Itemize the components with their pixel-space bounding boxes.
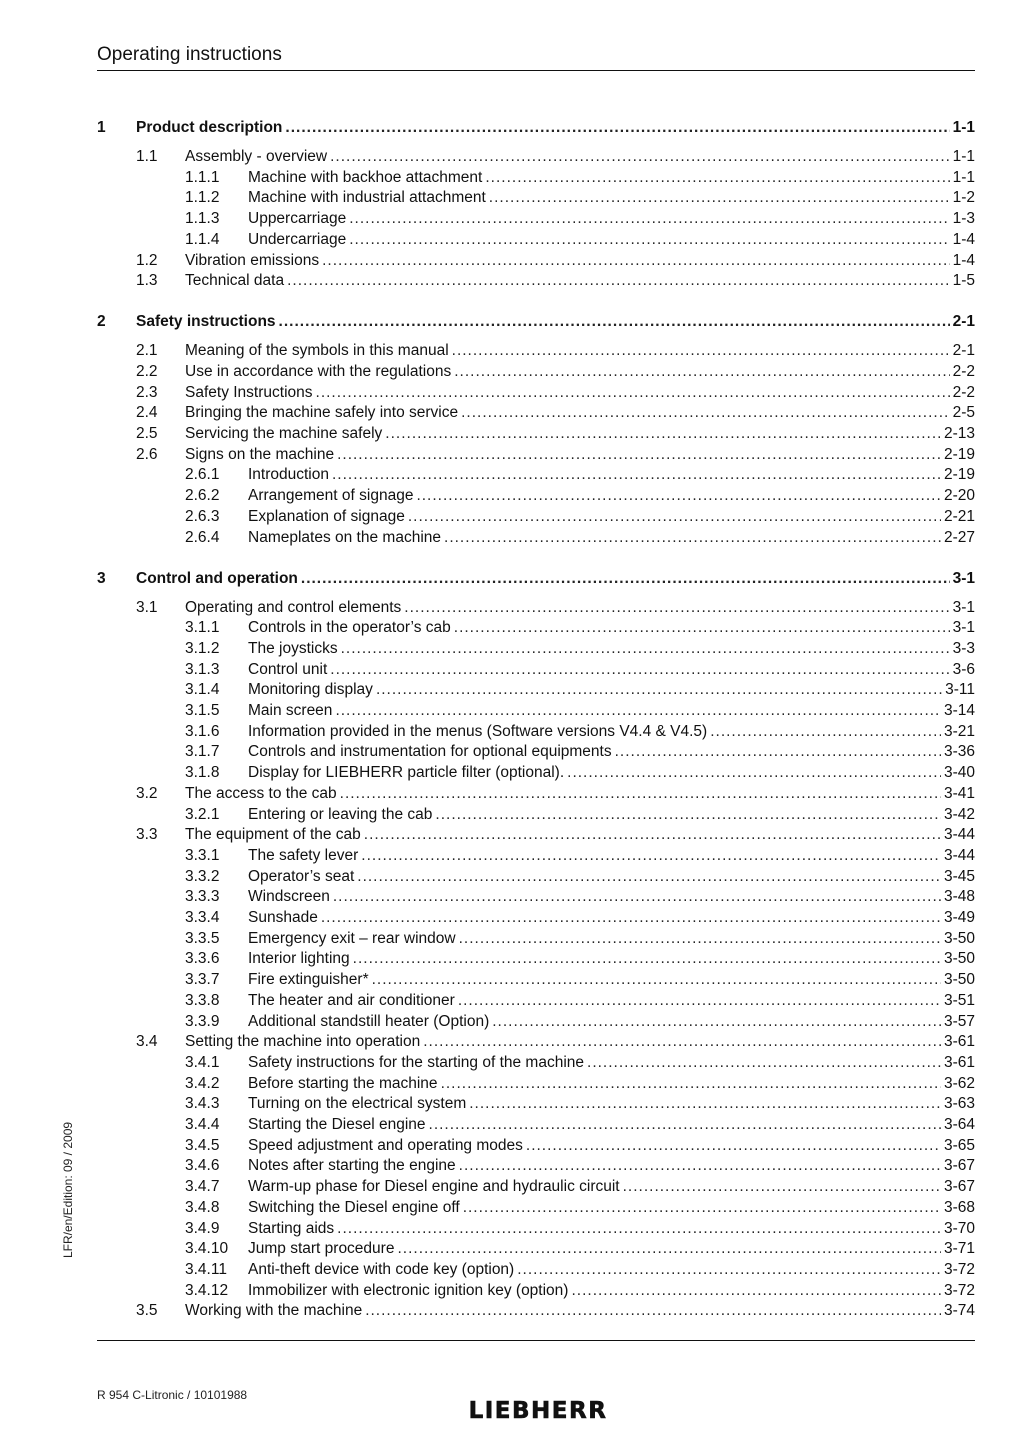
toc-dot-leader — [340, 784, 941, 804]
toc-section-title: Information provided in the menus (Software versions V4.4 & V4.5) — [248, 722, 708, 740]
toc-entry-row[interactable] — [0, 908, 1024, 928]
toc-section-number: 1.1 — [136, 148, 158, 165]
toc-dot-leader — [316, 383, 950, 403]
toc-section-title: Bringing the machine safely into service — [185, 404, 459, 422]
toc-section-number: 2.5 — [136, 425, 158, 442]
toc-section-number: 2.3 — [136, 383, 158, 401]
toc-entry-row[interactable] — [0, 887, 1024, 907]
toc-entry-row[interactable] — [0, 825, 1024, 845]
toc-entry-row[interactable] — [0, 1053, 1024, 1073]
toc-dot-leader — [337, 445, 941, 465]
toc-section-title: Speed adjustment and operating modes — [248, 1136, 523, 1154]
toc-dot-leader — [341, 639, 950, 659]
toc-section-number: 3.1.4 — [185, 681, 220, 699]
toc-section-number: 2.6.3 — [185, 507, 220, 525]
toc-entry-row[interactable] — [0, 970, 1024, 990]
toc-section-title: Starting aids — [248, 1219, 335, 1237]
toc-section-number: 3.3.9 — [185, 1012, 220, 1030]
toc-page-number: 2-1 — [952, 313, 975, 331]
toc-entry-row[interactable] — [0, 209, 1024, 229]
toc-page-number: 3-57 — [943, 1012, 975, 1030]
toc-dot-leader — [385, 424, 941, 444]
toc-entry-row[interactable] — [0, 1012, 1024, 1032]
svg-text:LIEBHERR: LIEBHERR — [468, 1398, 608, 1422]
toc-section-number: 3.4 — [136, 1033, 158, 1051]
toc-page-number: 3-21 — [943, 722, 975, 740]
toc-page-number: 3-49 — [943, 909, 975, 926]
toc-section-title: Setting the machine into operation — [185, 1033, 421, 1051]
toc-entry-row[interactable] — [0, 1094, 1024, 1114]
toc-page-number: 3-71 — [943, 1240, 975, 1258]
toc-entry-row[interactable] — [0, 147, 1024, 167]
toc-dot-leader — [517, 1260, 941, 1280]
toc-entry-row[interactable] — [0, 722, 1024, 742]
toc-section-title: Additional standstill heater (Option) — [248, 1012, 490, 1030]
toc-section-title: The safety lever — [248, 846, 359, 864]
toc-page-number: 3-72 — [943, 1281, 975, 1299]
toc-section-number: 3.4.5 — [185, 1136, 220, 1154]
toc-entry-row[interactable] — [0, 188, 1024, 208]
toc-section-number: 3.1.2 — [185, 639, 220, 657]
toc-entry-row[interactable] — [0, 1115, 1024, 1135]
toc-section-title: Vibration emissions — [185, 251, 320, 269]
toc-section-title: Emergency exit – rear window — [248, 929, 456, 947]
footer-divider — [97, 1340, 975, 1341]
toc-page-number: 3-1 — [952, 569, 975, 587]
toc-page-number: 2-5 — [952, 404, 975, 422]
toc-section-title: Monitoring display — [248, 681, 373, 699]
toc-entry-row[interactable] — [0, 867, 1024, 887]
toc-entry-row[interactable] — [0, 805, 1024, 825]
toc-section-number: 3.4.9 — [185, 1219, 220, 1237]
toc-section-number: 2.1 — [136, 342, 158, 360]
toc-entry-row[interactable] — [0, 1219, 1024, 1239]
toc-entry-row[interactable] — [0, 742, 1024, 762]
toc-page-number: 3-51 — [943, 991, 975, 1009]
toc-section-number: 3.4.11 — [185, 1260, 227, 1278]
toc-page-number: 3-41 — [943, 784, 975, 802]
toc-section-number: 1 — [97, 119, 106, 136]
document-id: R 954 C-Litronic / 10101988 — [97, 1388, 248, 1402]
toc-section-title: The joysticks — [248, 639, 338, 657]
toc-page-number: 2-13 — [943, 425, 975, 442]
toc-section-title: Assembly - overview — [185, 148, 328, 165]
toc-section-title: Arrangement of signage — [248, 487, 414, 505]
toc-dot-leader — [458, 991, 941, 1011]
toc-dot-leader — [463, 1198, 941, 1218]
toc-section-title: Warm-up phase for Diesel engine and hydraulic circuit — [248, 1178, 620, 1196]
toc-dot-leader — [571, 1281, 941, 1301]
toc-page-number: 3-45 — [943, 867, 975, 885]
toc-page-number: 2-19 — [943, 445, 975, 463]
toc-dot-leader — [364, 825, 941, 845]
toc-section-number: 2.4 — [136, 404, 158, 422]
toc-section-number: 1.1.3 — [185, 210, 220, 228]
toc-section-title: Safety instructions — [136, 313, 276, 331]
toc-dot-leader — [469, 1094, 941, 1114]
toc-entry-row[interactable] — [0, 1260, 1024, 1280]
toc-section-title: The heater and air conditioner — [248, 991, 455, 1009]
toc-section-number: 3.3.7 — [185, 971, 220, 989]
toc-page-number: 2-1 — [952, 342, 975, 360]
toc-section-number: 2 — [97, 313, 106, 331]
toc-entry-row[interactable] — [0, 763, 1024, 783]
toc-page-number: 3-62 — [943, 1074, 975, 1092]
toc-page-number: 3-14 — [943, 702, 975, 719]
toc-section-title: Signs on the machine — [185, 445, 335, 463]
toc-entry-row[interactable] — [0, 1032, 1024, 1052]
toc-page-number: 2-27 — [943, 528, 975, 546]
toc-page-number: 3-61 — [943, 1053, 975, 1071]
toc-page-number: 3-50 — [943, 929, 975, 947]
toc-section-number: 3.4.8 — [185, 1198, 220, 1216]
toc-section-number: 3.4.1 — [185, 1053, 220, 1071]
toc-section-title: Sunshade — [248, 909, 318, 926]
toc-page-number: 3-3 — [952, 639, 975, 657]
toc-section-title: Control unit — [248, 660, 328, 678]
toc-page-number: 3-50 — [943, 971, 975, 989]
toc-section-title: Operator’s seat — [248, 867, 355, 885]
toc-entry-row[interactable] — [0, 660, 1024, 680]
toc-section-title: Fire extinguisher* — [248, 971, 369, 989]
toc-page-number: 3-67 — [943, 1178, 975, 1196]
toc-dot-leader — [353, 949, 941, 969]
toc-section-title: Servicing the machine safely — [185, 425, 383, 442]
toc-page-number: 2-2 — [952, 383, 975, 401]
toc-section-number: 3.4.6 — [185, 1157, 220, 1175]
toc-dot-leader — [526, 1136, 941, 1156]
toc-entry-row[interactable] — [0, 1239, 1024, 1259]
toc-section-number: 3.4.4 — [185, 1116, 220, 1133]
toc-dot-leader — [444, 528, 941, 548]
toc-entry-row[interactable] — [0, 929, 1024, 949]
toc-page-number: 3-36 — [943, 743, 975, 761]
toc-section-number: 3.4.12 — [185, 1281, 229, 1299]
toc-entry-row[interactable] — [0, 251, 1024, 271]
toc-dot-leader — [710, 722, 941, 742]
toc-entry-row[interactable] — [0, 528, 1024, 548]
toc-entry-row[interactable] — [0, 362, 1024, 382]
toc-dot-leader — [492, 1012, 941, 1032]
toc-entry-row[interactable] — [0, 846, 1024, 866]
toc-section-title: Control and operation — [136, 569, 298, 587]
toc-section-title: Notes after starting the engine — [248, 1157, 456, 1175]
toc-entry-row[interactable] — [0, 230, 1024, 250]
toc-section-number: 3.1 — [136, 598, 158, 616]
toc-page-number: 3-70 — [943, 1219, 975, 1237]
toc-page-number: 1-2 — [952, 189, 975, 207]
toc-page-number: 3-64 — [943, 1116, 975, 1133]
toc-section-number: 2.6.1 — [185, 466, 220, 484]
toc-section-number: 3.5 — [136, 1302, 158, 1320]
toc-section-title: The access to the cab — [185, 784, 337, 802]
toc-dot-leader — [416, 486, 941, 506]
toc-section-title: Main screen — [248, 702, 333, 719]
toc-section-title: Explanation of signage — [248, 507, 405, 525]
toc-section-number: 3.3.5 — [185, 929, 220, 947]
toc-section-number: 3.3.6 — [185, 950, 220, 968]
toc-page-number: 2-20 — [943, 487, 975, 505]
toc-section-title: Interior lighting — [248, 950, 350, 968]
toc-dot-leader — [623, 1177, 941, 1197]
toc-page-number: 3-42 — [943, 805, 975, 823]
toc-chapter-row[interactable] — [0, 118, 1024, 138]
toc-section-number: 2.6.2 — [185, 487, 220, 505]
toc-section-number: 3.1.1 — [185, 619, 220, 637]
toc-dot-leader — [587, 1053, 941, 1073]
toc-section-title: Uppercarriage — [248, 210, 347, 228]
toc-dot-leader — [330, 147, 949, 167]
toc-page-number: 3-65 — [943, 1136, 975, 1154]
toc-dot-leader — [357, 867, 941, 887]
toc-section-title: Anti-theft device with code key (option) — [248, 1260, 515, 1278]
toc-section-title: Switching the Diesel engine off — [248, 1198, 460, 1216]
toc-section-number: 3.4.2 — [185, 1074, 220, 1092]
toc-page-number: 3-61 — [943, 1033, 975, 1051]
toc-entry-row[interactable] — [0, 1136, 1024, 1156]
toc-dot-leader — [435, 805, 941, 825]
toc-section-number: 3.1.7 — [185, 743, 220, 761]
toc-entry-row[interactable] — [0, 271, 1024, 291]
toc-section-title: Entering or leaving the cab — [248, 805, 433, 823]
toc-dot-leader — [321, 908, 941, 928]
toc-page-number: 3-1 — [952, 598, 975, 616]
toc-dot-leader — [285, 118, 949, 138]
toc-page-number: 2-2 — [952, 362, 975, 380]
toc-dot-leader — [397, 1239, 941, 1259]
toc-section-number: 3.1.8 — [185, 764, 220, 782]
toc-dot-leader — [454, 618, 950, 638]
toc-page-number: 3-1 — [952, 619, 975, 637]
toc-page-number: 1-1 — [952, 119, 975, 136]
toc-entry-row[interactable] — [0, 1074, 1024, 1094]
toc-dot-leader — [454, 362, 949, 382]
toc-dot-leader — [489, 188, 950, 208]
toc-entry-row[interactable] — [0, 639, 1024, 659]
toc-section-title: Use in accordance with the regulations — [185, 362, 452, 380]
toc-dot-leader — [349, 209, 949, 229]
liebherr-logo — [456, 1396, 620, 1422]
toc-dot-leader — [441, 1074, 941, 1094]
toc-page-number: 1-1 — [952, 168, 975, 186]
toc-page-number: 1-4 — [952, 251, 975, 269]
toc-entry-row[interactable] — [0, 424, 1024, 444]
toc-dot-leader — [567, 763, 941, 783]
toc-section-number: 3.4.3 — [185, 1095, 220, 1113]
toc-page-number: 3-63 — [943, 1095, 975, 1113]
toc-dot-leader — [330, 660, 949, 680]
toc-page-number: 3-40 — [943, 764, 975, 782]
toc-dot-leader — [461, 403, 949, 423]
toc-section-number: 3.1.6 — [185, 722, 220, 740]
toc-section-number: 1.1.4 — [185, 230, 220, 248]
toc-page-number: 3-67 — [943, 1157, 975, 1175]
page-header-title: Operating instructions — [97, 44, 282, 65]
toc-page-number: 3-44 — [943, 846, 975, 864]
toc-dot-leader — [365, 1301, 941, 1321]
toc-page-number: 3-72 — [943, 1260, 975, 1278]
toc-page-number: 2-21 — [943, 507, 975, 525]
toc-page-number: 1-4 — [952, 230, 975, 248]
toc-section-number: 3.3.8 — [185, 991, 220, 1009]
toc-dot-leader — [322, 251, 949, 271]
toc-entry-row[interactable] — [0, 949, 1024, 969]
toc-entry-row[interactable] — [0, 1198, 1024, 1218]
toc-dot-leader — [372, 970, 941, 990]
toc-section-title: Meaning of the symbols in this manual — [185, 342, 449, 360]
toc-chapter-row[interactable] — [0, 312, 1024, 332]
toc-section-title: Product description — [136, 119, 283, 136]
toc-page-number: 3-6 — [952, 660, 975, 678]
toc-entry-row[interactable] — [0, 991, 1024, 1011]
toc-dot-leader — [376, 680, 942, 700]
toc-section-title: Safety Instructions — [185, 383, 313, 401]
toc-dot-leader — [301, 569, 950, 589]
toc-section-number: 1.3 — [136, 272, 158, 290]
toc-dot-leader — [485, 168, 949, 188]
toc-section-number: 3.2 — [136, 784, 158, 802]
toc-section-number: 3.3 — [136, 826, 158, 844]
toc-section-number: 2.6.4 — [185, 528, 220, 546]
toc-entry-row[interactable] — [0, 784, 1024, 804]
toc-section-title: Before starting the machine — [248, 1074, 438, 1092]
toc-section-number: 3.4.10 — [185, 1240, 229, 1258]
toc-section-title: Windscreen — [248, 888, 330, 906]
toc-page-number: 3-48 — [943, 888, 975, 906]
toc-page-number: 3-50 — [943, 950, 975, 968]
toc-section-number: 3.3.3 — [185, 888, 220, 906]
toc-page-number: 3-11 — [945, 681, 975, 699]
toc-entry-row[interactable] — [0, 168, 1024, 188]
toc-dot-leader — [429, 1115, 941, 1135]
toc-page-number: 3-68 — [943, 1198, 975, 1216]
toc-entry-row[interactable] — [0, 445, 1024, 465]
toc-dot-leader — [337, 1219, 941, 1239]
toc-entry-row[interactable] — [0, 507, 1024, 527]
toc-entry-row[interactable] — [0, 618, 1024, 638]
toc-page-number: 2-19 — [943, 466, 975, 484]
toc-section-number: 1.1.2 — [185, 189, 220, 207]
toc-entry-row[interactable] — [0, 1156, 1024, 1176]
toc-entry-row[interactable] — [0, 1301, 1024, 1321]
toc-dot-leader — [361, 846, 941, 866]
toc-entry-row[interactable] — [0, 680, 1024, 700]
toc-page-number: 1-3 — [952, 210, 975, 228]
toc-page-number: 3-44 — [943, 826, 975, 844]
toc-section-number: 3.1.3 — [185, 660, 220, 678]
toc-dot-leader — [335, 701, 941, 721]
toc-entry-row[interactable] — [0, 701, 1024, 721]
toc-dot-leader — [615, 742, 941, 762]
toc-section-title: Introduction — [248, 466, 329, 484]
toc-section-number: 3.1.5 — [185, 702, 220, 719]
toc-section-title: Immobilizer with electronic ignition key (option) — [248, 1281, 569, 1299]
toc-section-number: 3.3.1 — [185, 846, 220, 864]
toc-section-number: 3.4.7 — [185, 1178, 220, 1196]
toc-entry-row[interactable] — [0, 341, 1024, 361]
toc-section-title: Controls in the operator’s cab — [248, 619, 451, 637]
toc-page-number: 1-1 — [952, 148, 975, 165]
toc-section-title: Controls and instrumentation for optional equipments — [248, 743, 612, 761]
toc-section-title: Nameplates on the machine — [248, 528, 442, 546]
toc-section-number: 1.2 — [136, 251, 158, 269]
toc-section-title: Undercarriage — [248, 230, 347, 248]
toc-section-number: 3.2.1 — [185, 805, 220, 823]
toc-dot-leader — [408, 507, 941, 527]
toc-section-title: Safety instructions for the starting of the machine — [248, 1053, 585, 1071]
toc-section-title: Machine with industrial attachment — [248, 189, 486, 207]
toc-section-title: The equipment of the cab — [185, 826, 361, 844]
toc-entry-row[interactable] — [0, 598, 1024, 618]
toc-section-number: 1.1.1 — [185, 168, 220, 186]
toc-dot-leader — [333, 887, 941, 907]
toc-entry-row[interactable] — [0, 403, 1024, 423]
toc-dot-leader — [459, 929, 941, 949]
toc-page-number: 3-74 — [943, 1302, 975, 1320]
edition-note: LFR/en/Edition: 09 / 2009 — [61, 1121, 75, 1259]
toc-dot-leader — [404, 598, 949, 618]
toc-section-number: 2.6 — [136, 445, 158, 463]
toc-section-title: Machine with backhoe attachment — [248, 168, 483, 186]
toc-dot-leader — [279, 312, 950, 332]
toc-section-title: Technical data — [185, 272, 285, 290]
toc-section-number: 3 — [97, 569, 106, 587]
toc-dot-leader — [452, 341, 950, 361]
toc-page-number: 1-5 — [952, 272, 975, 290]
toc-section-title: Jump start procedure — [248, 1240, 395, 1258]
toc-section-title: Display for LIEBHERR particle filter (optional). — [248, 764, 565, 782]
toc-dot-leader — [459, 1156, 941, 1176]
toc-entry-row[interactable] — [0, 1177, 1024, 1197]
toc-dot-leader — [349, 230, 949, 250]
toc-section-number: 3.3.2 — [185, 867, 220, 885]
toc-section-number: 2.2 — [136, 362, 158, 380]
toc-entry-row[interactable] — [0, 465, 1024, 485]
toc-section-title: Working with the machine — [185, 1302, 363, 1320]
toc-section-title: Starting the Diesel engine — [248, 1116, 426, 1133]
toc-section-title: Operating and control elements — [185, 598, 402, 616]
toc-chapter-row[interactable] — [0, 569, 1024, 589]
toc-entry-row[interactable] — [0, 1281, 1024, 1301]
toc-dot-leader — [287, 271, 950, 291]
toc-dot-leader — [332, 465, 941, 485]
toc-entry-row[interactable] — [0, 486, 1024, 506]
toc-dot-leader — [423, 1032, 941, 1052]
toc-section-number: 3.3.4 — [185, 909, 220, 926]
toc-section-title: Turning on the electrical system — [248, 1095, 467, 1113]
toc-entry-row[interactable] — [0, 383, 1024, 403]
